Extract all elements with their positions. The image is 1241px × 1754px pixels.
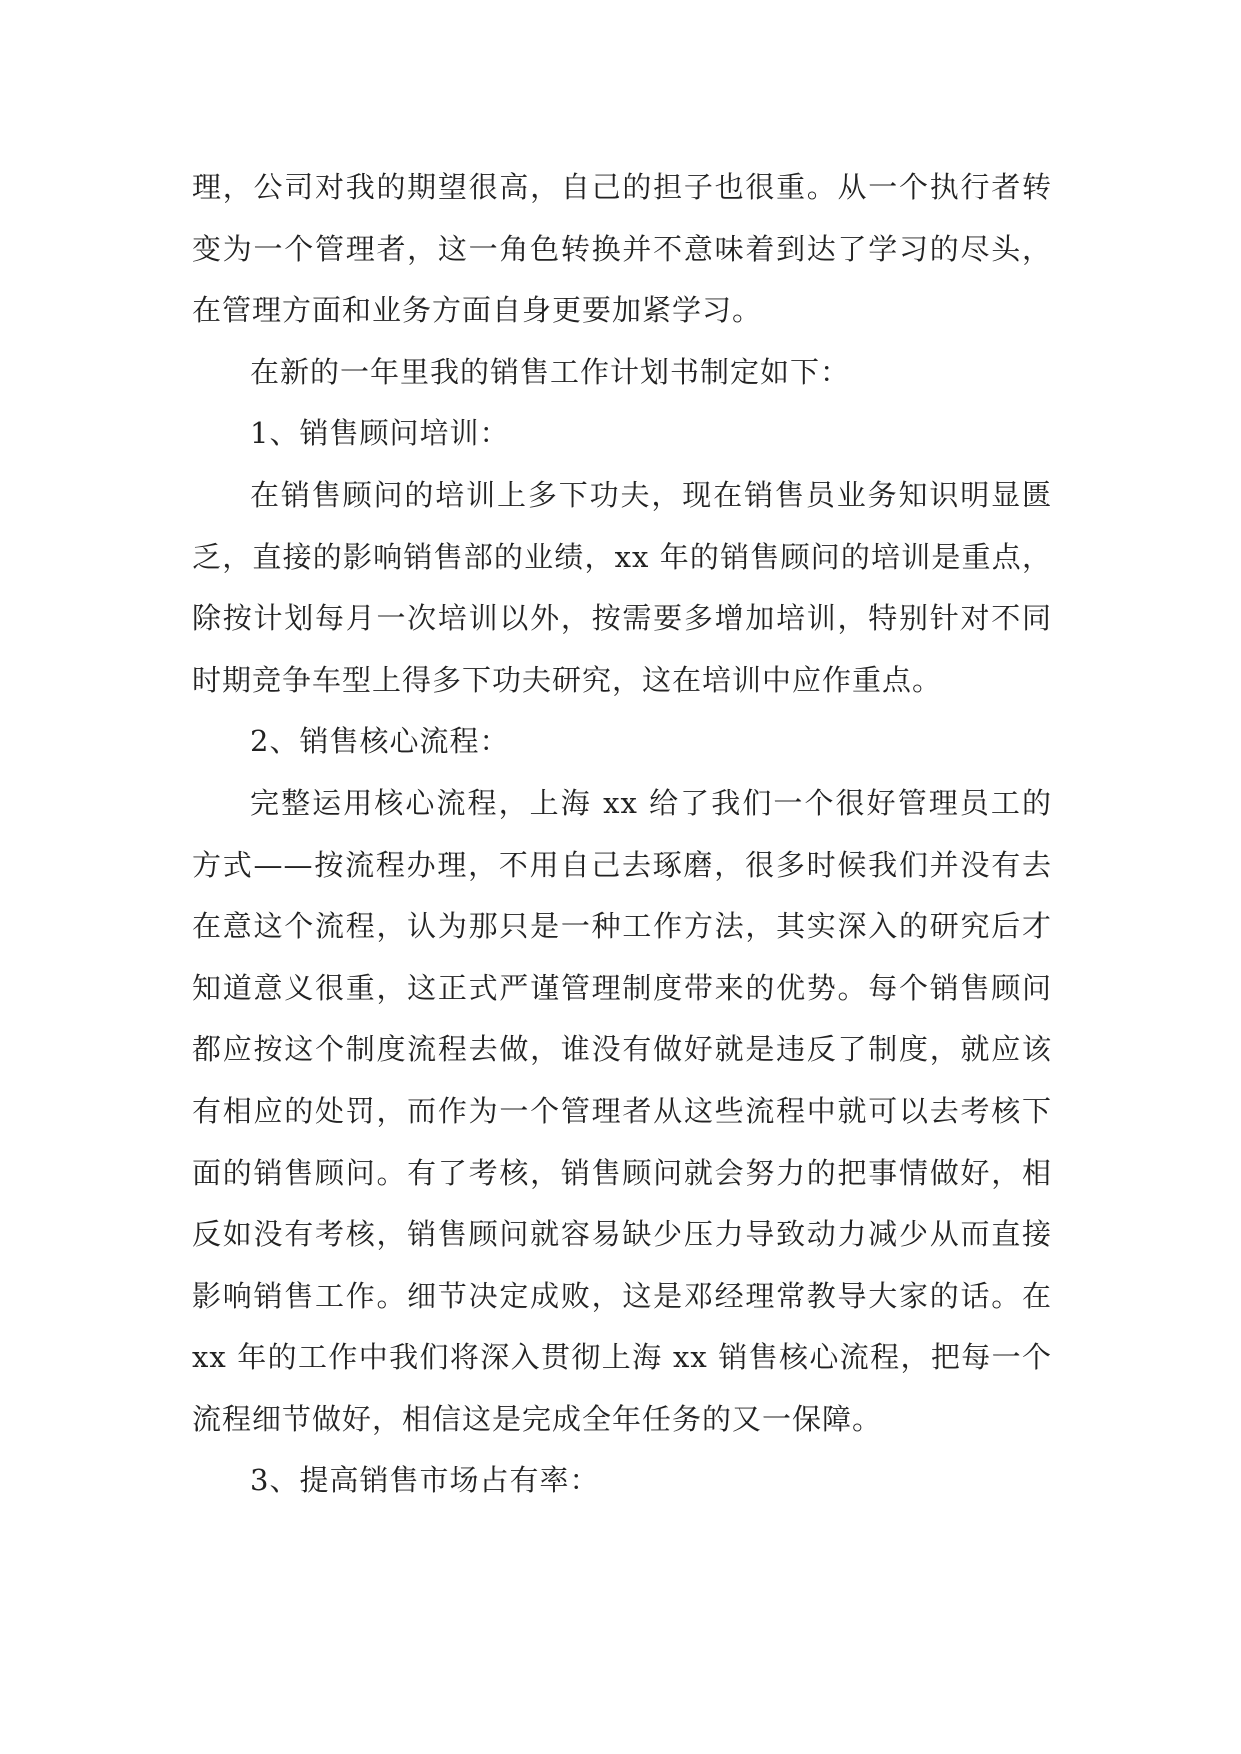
paragraph-continuation: 理，公司对我的期望很高，自己的担子也很重。从一个执行者转变为一个管理者，这一角色转换并不意味着到达了学习的尽头，在管理方面和业务方面自身更要加紧学习。 <box>192 170 1052 328</box>
heading-sales-consultant-training: 1、销售顾问培训： <box>250 416 510 451</box>
paragraph-plan-intro: 在新的一年里我的销售工作计划书制定如下： <box>250 354 851 389</box>
heading-market-share: 3、提高销售市场占有率： <box>250 1463 600 1498</box>
paragraph-training: 在销售顾问的培训上多下功夫，现在销售员业务知识明显匮乏，直接的影响销售部的业绩，xx 年的销售顾问的培训是重点，除按计划每月一次培训以外，按需要多增加培训，特别针对不同时期竞争车型上得多下功夫研究，这在培训中应作重点。 <box>192 477 1052 697</box>
document-body <box>192 157 1052 1512</box>
heading-core-sales-process: 2、销售核心流程： <box>250 724 510 759</box>
paragraph-core-process: 完整运用核心流程，上海 xx 给了我们一个很好管理员工的方式——按流程办理，不用自己去琢磨，很多时候我们并没有去在意这个流程，认为那只是一种工作方法，其实深入的研究后才知道意义很重，这正式严谨管理制度带来的优势。每个销售顾问都应按这个制度流程去做，谁没有做好就是违反了制度，就应该有相应的处罚，而作为一个管理者从这些流程中就可以去考核下面的销售顾问。有了考核，销售顾问就会努力的把事情做好，相反如没有考核，销售顾问就容易缺少压力导致动力减少从而直接影响销售工作。细节决定成败，这是邓经理常教导大家的话。在 xx 年的工作中我们将深入贯彻上海 xx 销售核心流程，把每一个流程细节做好，相信这是完成全年任务的又一保障。 <box>192 785 1052 1436</box>
